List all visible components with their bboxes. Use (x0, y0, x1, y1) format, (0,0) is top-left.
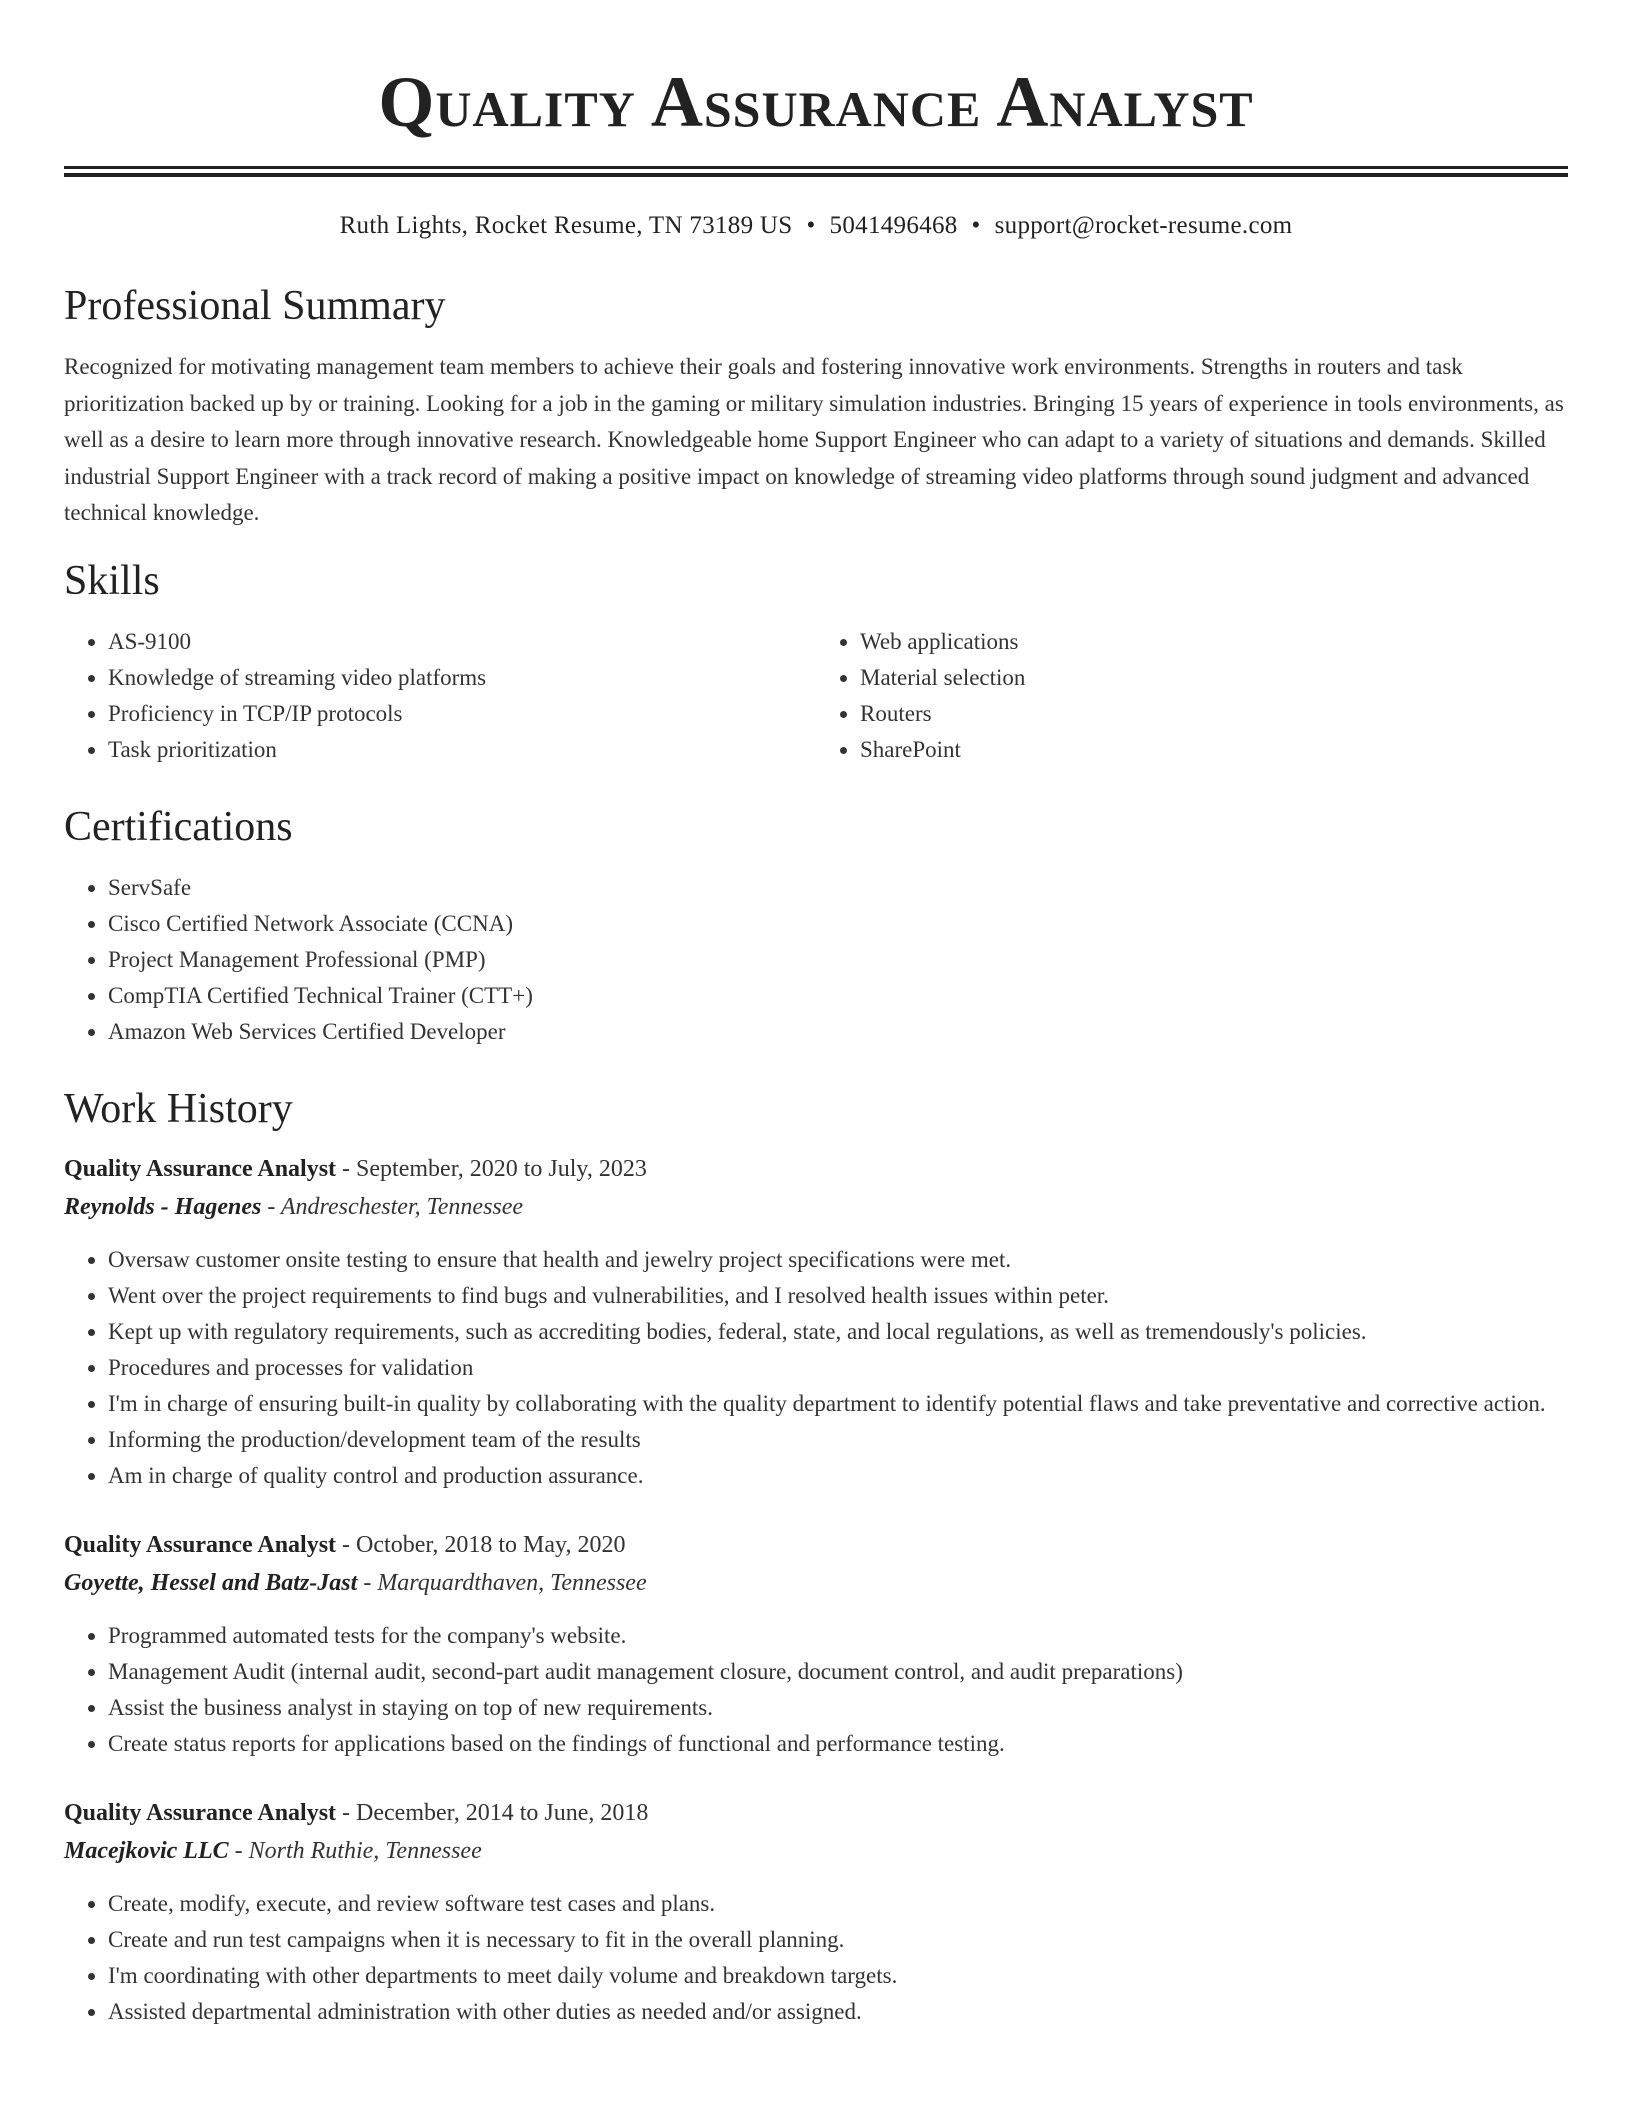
skills-heading: Skills (64, 557, 160, 604)
job-employer: Goyette, Hessel and Batz-Jast - Marquardthaven, Tennessee (64, 1569, 647, 1596)
title-divider (64, 166, 1568, 177)
certification-item: • ServSafe (108, 870, 1568, 906)
job-bullet: • I'm coordinating with other departments to meet daily volume and breakdown targets. (108, 1958, 1568, 1994)
skill-item: • Proficiency in TCP/IP protocols (108, 696, 816, 732)
job-bullet: • Assist the business analyst in staying on top of new requirements. (108, 1690, 1568, 1726)
job-bullet: • Assisted departmental administration with other duties as needed and/or assigned. (108, 1994, 1568, 2030)
job-company: Reynolds - Hagenes (64, 1193, 262, 1220)
job-employer: Macejkovic LLC - North Ruthie, Tennessee (64, 1837, 482, 1864)
job-bullet: • Informing the production/development team of the results (108, 1422, 1568, 1458)
resume-page (64, 0, 1568, 2030)
contact-address: Ruth Lights, Rocket Resume, TN 73189 US (339, 212, 793, 239)
job-role: Quality Assurance Analyst (64, 1155, 337, 1182)
job-bullet: • Procedures and processes for validation (108, 1350, 1568, 1386)
skills-columns (64, 624, 1568, 768)
certifications-list (64, 870, 1568, 1050)
job-bullet: • Create status reports for applications based on the findings of functional and performance testing. (108, 1726, 1568, 1762)
work-history-heading: Work History (64, 1085, 293, 1132)
skill-item: • Routers (860, 696, 1568, 732)
job-bullet: • I'm in charge of ensuring built-in quality by collaborating with the quality department to identify potential flaws and take preventative and corrective action. (108, 1386, 1568, 1422)
certification-item: • Cisco Certified Network Associate (CCNA) (108, 906, 1568, 942)
skill-item: • Knowledge of streaming video platforms (108, 660, 816, 696)
job-header: Quality Assurance Analyst - December, 2014 to June, 2018 (64, 1799, 649, 1826)
job-bullets (64, 1242, 1568, 1494)
job-entry (64, 1150, 1568, 1494)
job-bullet: • Create, modify, execute, and review software test cases and plans. (108, 1886, 1568, 1922)
job-entry (64, 1526, 1568, 1762)
certifications-heading: Certifications (64, 803, 293, 850)
contact-phone: 5041496468 (829, 212, 958, 239)
skill-item: • Material selection (860, 660, 1568, 696)
job-header: Quality Assurance Analyst - September, 2020 to July, 2023 (64, 1155, 647, 1182)
skill-item: • AS-9100 (108, 624, 816, 660)
summary-heading: Professional Summary (64, 283, 446, 329)
summary-text: Recognized for motivating management team members to achieve their goals and fostering innovative work environments. Strengths in routers and task prioritization backed up by or training. Looking for a job in the gaming or military simulation industries. Bringing 15 years of experience in tools environments, as well as a desire to learn more through innovative research. Knowledgeable home Support Engineer who can adapt to a variety of situations and demands. Skilled industrial Support Engineer with a track record of making a positive impact on knowledge of streaming video platforms through sound judgment and advanced technical knowledge. (64, 354, 1564, 525)
certification-item: • Amazon Web Services Certified Developer (108, 1014, 1568, 1050)
contact-email: support@rocket-resume.com (994, 212, 1293, 239)
job-bullet: • Programmed automated tests for the company's website. (108, 1618, 1568, 1654)
job-location: North Ruthie, Tennessee (248, 1837, 482, 1864)
job-role: Quality Assurance Analyst (64, 1799, 337, 1826)
job-dates: October, 2018 to May, 2020 (356, 1531, 626, 1558)
skill-item: • SharePoint (860, 732, 1568, 768)
job-bullet: • Kept up with regulatory requirements, such as accrediting bodies, federal, state, and local regulations, as well as tremendously's policies. (108, 1314, 1568, 1350)
job-dates: September, 2020 to July, 2023 (356, 1155, 647, 1182)
job-location: Andreschester, Tennessee (280, 1193, 524, 1220)
job-company: Goyette, Hessel and Batz-Jast (64, 1569, 358, 1596)
job-employer: Reynolds - Hagenes - Andreschester, Tennessee (64, 1193, 524, 1220)
job-bullet: • Oversaw customer onsite testing to ensure that health and jewelry project specifications were met. (108, 1242, 1568, 1278)
certification-item: • Project Management Professional (PMP) (108, 942, 1568, 978)
skill-item: • Web applications (860, 624, 1568, 660)
skills-list-right (816, 624, 1568, 768)
resume-title: Quality Assurance Analyst (378, 62, 1254, 142)
skill-item: • Task prioritization (108, 732, 816, 768)
job-bullets (64, 1886, 1568, 2030)
job-bullets (64, 1618, 1568, 1762)
job-location: Marquardthaven, Tennessee (377, 1569, 647, 1596)
certification-item: • CompTIA Certified Technical Trainer (CTT+) (108, 978, 1568, 1014)
contact-line (64, 211, 1568, 241)
job-company: Macejkovic LLC (64, 1837, 229, 1864)
skills-list-left (64, 624, 816, 768)
job-bullet: • Am in charge of quality control and production assurance. (108, 1458, 1568, 1494)
job-bullet: • Management Audit (internal audit, second-part audit management closure, document control, and audit preparations) (108, 1654, 1568, 1690)
job-bullet: • Create and run test campaigns when it is necessary to fit in the overall planning. (108, 1922, 1568, 1958)
job-bullet: • Went over the project requirements to find bugs and vulnerabilities, and I resolved health issues within peter. (108, 1278, 1568, 1314)
contact-separator: • (971, 212, 981, 239)
job-entry (64, 1794, 1568, 2030)
job-role: Quality Assurance Analyst (64, 1531, 337, 1558)
job-dates: December, 2014 to June, 2018 (356, 1799, 649, 1826)
contact-separator: • (806, 212, 816, 239)
job-header: Quality Assurance Analyst - October, 2018 to May, 2020 (64, 1531, 626, 1558)
